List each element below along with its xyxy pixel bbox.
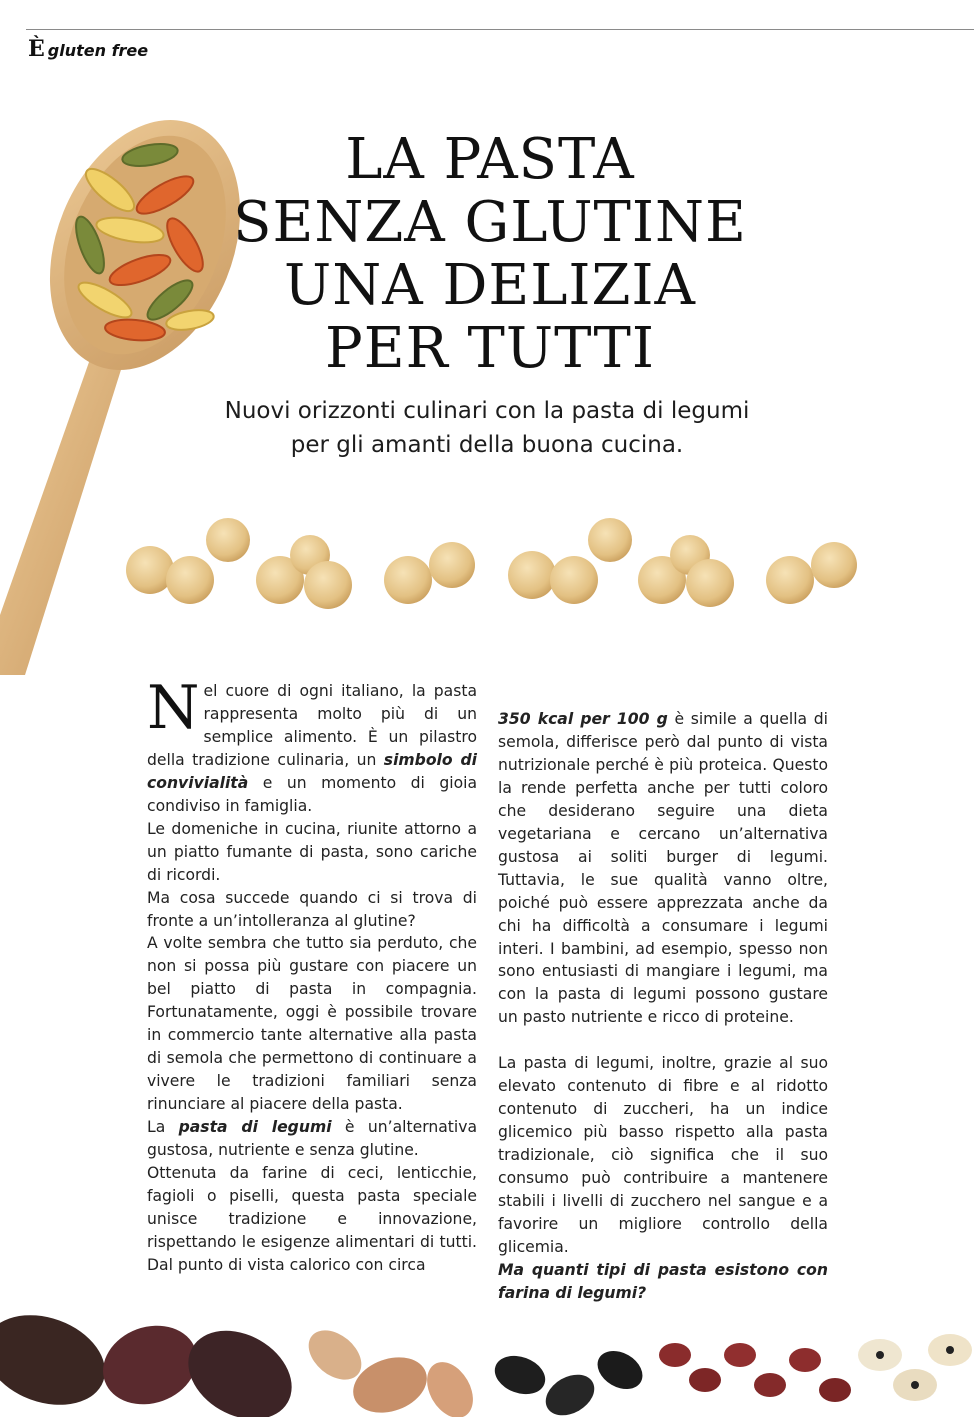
title-line: LA PASTA xyxy=(345,127,635,192)
paragraph: Le domeniche in cucina, riunite attorno a un piatto fumante di pasta, sono cariche di ricordi. xyxy=(147,819,477,884)
paragraph: Ma cosa succede quando ci si trova di fronte a un’intolleranza al glutine? xyxy=(147,888,477,930)
subtitle-line: Nuovi orizzonti culinari con la pasta di legumi xyxy=(224,398,750,424)
section-name: gluten free xyxy=(47,41,149,60)
text: e un momento di gioia condiviso in famiglia. xyxy=(147,773,477,815)
emphasis: pasta di legumi xyxy=(178,1118,332,1137)
text: el cuore di ogni italiano, la pasta rappresenta molto più di un semplice alimento. È un pilastro della tradizione culinaria, un xyxy=(147,682,477,769)
title-line: UNA DELIZIA xyxy=(284,253,696,318)
paragraph xyxy=(498,708,828,1029)
article-subtitle xyxy=(150,394,824,462)
section-header xyxy=(28,36,148,62)
body-column-left xyxy=(147,673,478,1277)
paragraph: Ottenuta da farine di ceci, lenticchie, fagioli o piselli, questa pasta speciale unisce tradizione e innovazione, rispettando le esigenze alimentari di tutti. Dal punto di vista calorico con circa xyxy=(147,1164,477,1274)
body-column-right xyxy=(498,708,828,1305)
section-letter: È xyxy=(28,36,45,62)
text: è simile a quella di semola, differisce però dal punto di vista nutrizionale perché è più proteica. Questo la rende perfetta anche per tutti coloro che desiderano seguire una dieta vegetariana e cercano un’alternativa gustosa ai soliti burger di legumi. Tuttavia, le sue qualità vanno oltre, poiché può essere apprezzata anche da chi ha difficoltà a consumare i legumi interi. I bambini, ad esempio, spesso non sono entusiasti di mangiare i legumi, ma con la pasta di legumi possono gustare un pasto nutriente e ricco di proteine. xyxy=(498,710,829,1027)
paragraph xyxy=(147,1116,477,1162)
text: La xyxy=(147,1118,179,1137)
closing-question: Ma quanti tipi di pasta esistono con farina di legumi? xyxy=(498,1260,828,1302)
subtitle-line: per gli amanti della buona cucina. xyxy=(290,432,684,458)
title-line: SENZA GLUTINE xyxy=(233,190,747,255)
article-title xyxy=(230,128,750,380)
emphasis: 350 kcal per 100 g xyxy=(498,710,668,728)
paragraph-gap xyxy=(498,1029,828,1052)
title-line: PER TUTTI xyxy=(325,316,655,381)
paragraph xyxy=(147,673,477,818)
top-rule xyxy=(26,29,974,30)
text: è un’alternativa gustosa, nutriente e senza glutine. xyxy=(147,1118,478,1160)
emphasis: simbolo di convivialità xyxy=(147,750,477,792)
beans-image xyxy=(0,1300,974,1417)
chickpeas-image xyxy=(110,505,890,620)
drop-cap: N xyxy=(147,673,200,743)
paragraph: La pasta di legumi, inoltre, grazie al suo elevato contenuto di fibre e al ridotto contenuto di zuccheri, ha un indice glicemico più basso rispetto alla pasta tradizionale, ciò significa che il suo consumo può contribuire a mantenere stabili i livelli di zucchero nel sangue e a favorire un migliore controllo della glicemia. xyxy=(498,1054,828,1256)
paragraph: A volte sembra che tutto sia perduto, che non si possa più gustare con piacere un bel piatto di pasta in compagnia. Fortunatamente, oggi è possibile trovare in commercio tante alternative alla pasta di semola che permettono di continuare a vivere le tradizioni familiari senza rinunciare al piacere della pasta. xyxy=(147,934,477,1114)
